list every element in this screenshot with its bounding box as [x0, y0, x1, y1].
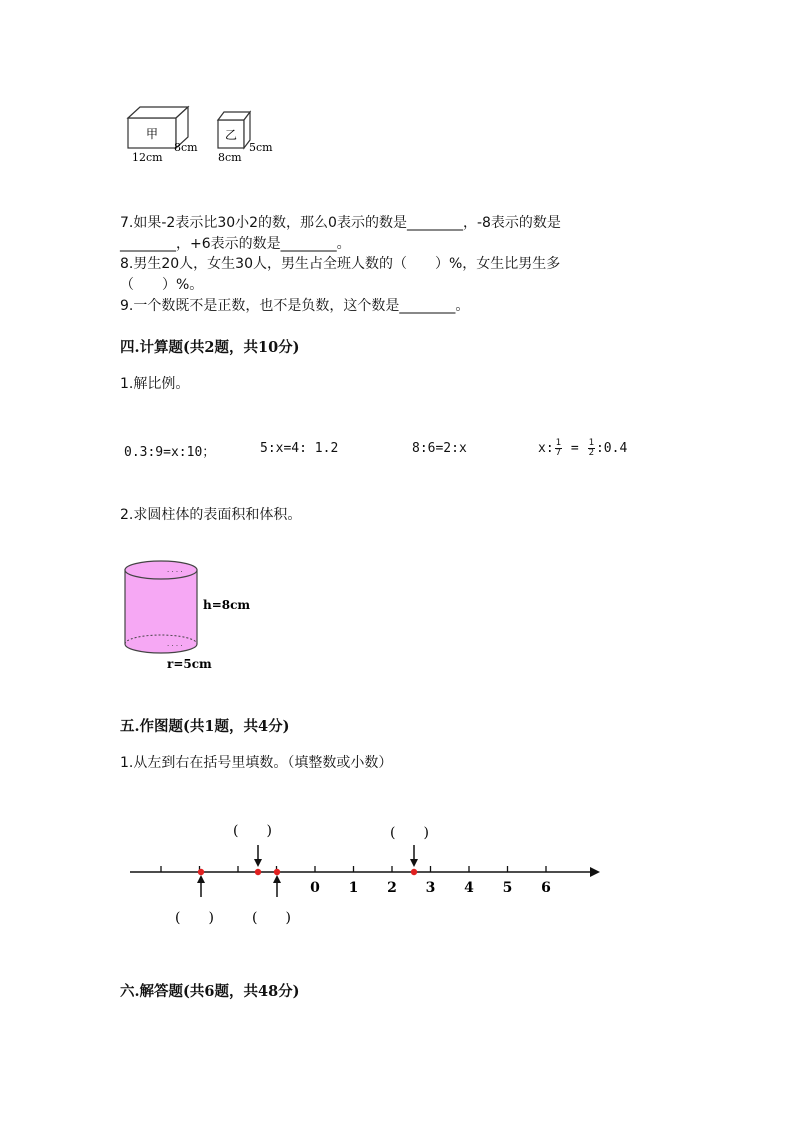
section6-heading: 六.解答题(共6题，共48分) [120, 983, 300, 1000]
fraction-1-7: $\frac{1}{7}$ [555, 438, 562, 458]
equation-2: 5:x=4: 1.2 [260, 441, 339, 456]
box-b-length: 8cm [218, 151, 242, 164]
axis-arrowhead [590, 867, 600, 877]
answer-blank-bottom-1: ( ) [175, 910, 214, 926]
axis-ticks [161, 866, 546, 872]
arrow-down-right [410, 845, 418, 867]
box-b-height: 5cm [249, 141, 273, 154]
height-label: h=8cm [203, 598, 251, 612]
radius-label: r=5cm [167, 657, 212, 671]
answer-blank-bottom-2: ( ) [252, 910, 291, 926]
box-a-label: 甲 [145, 127, 159, 141]
axis-tick-labels [310, 880, 551, 896]
marked-point [198, 869, 204, 875]
section5-heading: 五.作图题(共1题，共4分) [120, 718, 290, 735]
q7-line2: ________，+6表示的数是________。 [120, 236, 351, 252]
equation-1: 0.3:9=x:10； [124, 445, 216, 460]
box-a [128, 107, 198, 164]
section4-q1: 1.解比例。 [120, 376, 190, 392]
box-b [218, 112, 273, 164]
fraction-1-2: $\frac{1}{2}$ [588, 438, 594, 458]
svg-text:· · · ·: · · · · [167, 568, 183, 576]
cylinder-top [125, 561, 197, 579]
answer-blank-top-1: ( ) [233, 823, 272, 839]
marked-point [411, 869, 417, 875]
answer-blank-top-2: ( ) [390, 825, 429, 841]
section4-heading: 四.计算题(共2题，共10分) [120, 339, 300, 356]
cylinder-body [125, 570, 197, 653]
q9: 9.一个数既不是正数，也不是负数，这个数是________。 [120, 298, 470, 314]
arrow-up-left [197, 875, 205, 897]
cylinder-figure [115, 556, 265, 676]
box-figure [118, 100, 288, 170]
tick-label: 3 [425, 880, 436, 896]
tick-label: 5 [502, 880, 513, 896]
svg-text:· · · ·: · · · · [167, 642, 183, 650]
section4-q2: 2.求圆柱体的表面积和体积。 [120, 507, 302, 523]
box-b-label: 乙 [224, 128, 238, 142]
tick-label: 1 [348, 880, 359, 896]
equation-4: x: $\frac{1}{7}$ = $\frac{1}{2}$ :0.4 [538, 438, 628, 458]
section5-q1: 1.从左到右在括号里填数。（填整数或小数） [120, 755, 393, 771]
arrow-up-mid [273, 875, 281, 897]
tick-label: 0 [310, 880, 320, 896]
q8-line2: （ ）%。 [120, 277, 204, 293]
arrow-down-left [254, 845, 262, 867]
q8-line1: 8.男生20人，女生30人，男生占全班人数的（ ）%，女生比男生多 [120, 256, 561, 272]
q7-line1: 7.如果-2表示比30小2的数，那么0表示的数是________，-8表示的数是 [120, 215, 561, 231]
tick-label: 6 [541, 880, 551, 896]
marked-point [255, 869, 261, 875]
marked-point [274, 869, 280, 875]
equation-3: 8:6=2:x [412, 441, 467, 456]
box-a-height: 8cm [174, 141, 198, 154]
tick-label: 4 [464, 880, 474, 896]
number-line [125, 815, 615, 935]
tick-label: 2 [387, 880, 397, 896]
box-a-length: 12cm [132, 151, 163, 164]
